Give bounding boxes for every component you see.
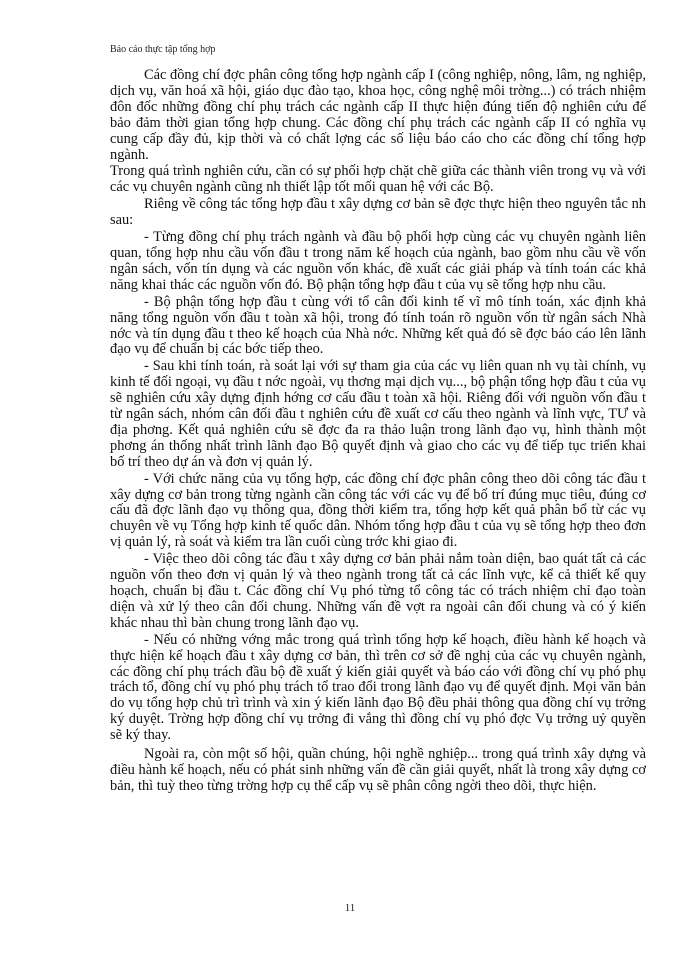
page-number: 11 bbox=[344, 902, 356, 914]
paragraph: - Việc theo dõi công tác đầu t xây dựng cơ bản phải nắm toàn diện, bao quát tất cả các nguồn vốn theo đơn vị quản lý và theo ngành trong tất cả các lĩnh vực, kể cả thiết kế quy hoạch, chuẩn bị đầu t. Các đồng chí Vụ phó từng tổ công tác có trách nhiệm chỉ đạo toàn diện và xử lý theo cân đối chung. Những vấn đề vợt ra ngoài cân đối chung và có ý kiến khác nhau thì bàn chung trong lãnh đạo vụ. bbox=[110, 551, 646, 631]
paragraph: - Với chức năng của vụ tổng hợp, các đồng chí đợc phân công theo dõi công tác đầu t xây dựng cơ bản trong từng ngành cần công tác với các vụ để bố trí đúng mục tiêu, đúng cơ cấu đã đợc lãnh đạo vụ thông qua, đồng thời kiểm tra, tổng hợp kết quả phân bổ từ các vụ chuyên về vụ Tổng hợp kinh tế quốc dân. Nhóm tổng hợp đầu t của vụ sẽ tổng hợp theo đơn vị quản lý, rà soát và kiểm tra lần cuối cùng trớc khi giao đi. bbox=[110, 470, 646, 551]
paragraph: - Sau khi tính toán, rà soát lại với sự tham gia của các vụ liên quan nh vụ tài chính, vụ kinh tế đối ngoại, vụ đầu t nớc ngoài, vụ thơng mại dịch vụ..., bộ phận tổng hợp đầu t của vụ sẽ nghiên cứu xây dựng định hớng cơ cấu đầu t toàn xã hội. Riêng đối với nguồn vốn đầu t từ ngân sách, nhóm cân đối đầu t nghiên cứu đề xuất cơ cấu theo ngành và lĩnh vực, TƯ và địa phơng. Kết quả nghiên cứu sẽ đợc đa ra thảo luận trong lãnh đạo vụ, hình thành một phơng án thống nhất trình lãnh đạo Bộ quyết định và giao cho các vụ để tiếp tục triển khai bố trí theo dự án và đơn vị quản lý. bbox=[110, 358, 646, 470]
body-text bbox=[110, 68, 646, 796]
paragraph: - Từng đồng chí phụ trách ngành và đầu bộ phối hợp cùng các vụ chuyên ngành liên quan, tổng hợp nhu cầu vốn đầu t trong năm kế hoạch của ngành, bao gồm nhu cầu về vốn ngân sách, vốn tín dụng và các nguồn vốn khác, đề xuất các giải pháp và tính toán các khả năng khai thác các nguồn vốn đó. Bộ phận tổng hợp đầu t của vụ sẽ tổng hợp nhu cầu. bbox=[110, 229, 646, 293]
paragraph: Trong quá trình nghiên cứu, cần có sự phối hợp chặt chẽ giữa các thành viên trong vụ và với các vụ chuyên ngành cũng nh thiết lập tốt mối quan hệ với các Bộ. bbox=[110, 163, 646, 196]
paragraph: - Nếu có những vớng mắc trong quá trình tổng hợp kế hoạch, điều hành kế hoạch và thực hiện kế hoạch đầu t xây dựng cơ bản, thì trên cơ sở đề nghị của các vụ chuyên ngành, các đồng chí phụ trách đầu bộ đề xuất ý kiến giải quyết và báo cáo với đồng chí vụ phó phụ trách tổ, đồng chí vụ phó phụ trách tổ trao đổi trong lãnh đạo vụ để quyết định. Mọi văn bản do vụ tổng hợp chủ trì trình và xin ý kiến lãnh đạo Bộ đều phải thông qua đồng chí vụ trởng ký duyệt. Trờng hợp đồng chí vụ trởng đi vắng thì đồng chí vụ phó đợc Vụ trởng uỷ quyền sẽ ký thay. bbox=[110, 631, 646, 744]
paragraph: Riêng về công tác tổng hợp đầu t xây dựng cơ bản sẽ đợc thực hiện theo nguyên tắc nh sau: bbox=[110, 196, 646, 229]
paragraph: - Bộ phận tổng hợp đầu t cùng với tổ cân đối kinh tế vĩ mô tính toán, xác định khả năng tổng nguồn vốn đầu t toàn xã hội, trong đó tính toán rõ nguồn vốn từ ngân sách Nhà nớc và tín dụng đầu t theo kế hoạch của Nhà nớc. Những kết quả đó sẽ đợc báo cáo lên lãnh đạo vụ để chuẩn bị các bớc tiếp theo. bbox=[110, 293, 646, 358]
paragraph: Các đồng chí đợc phân công tổng hợp ngành cấp I (công nghiệp, nông, lâm, ng nghiệp, dịch vụ, văn hoá xã hội, giáo dục đào tạo, khoa học, công nghệ môi trờng...) có trách nhiệm đôn đốc những đồng chí phụ trách các ngành cấp II thực hiện đúng tiến độ nghiên cứu để bảo đảm thời gian tổng hợp chung. Các đồng chí phụ trách các ngành cấp II có nghĩa vụ cung cấp đầy đủ, kịp thời và có chất lợng các số liệu báo cáo cho các đồng chí tổng hợp ngành. bbox=[110, 67, 646, 163]
running-header: Báo cáo thực tập tổng hợp bbox=[110, 44, 216, 55]
paragraph: Ngoài ra, còn một số hội, quần chúng, hội nghề nghiệp... trong quá trình xây dựng và điều hành kế hoạch, nếu có phát sinh những vấn đề cần giải quyết, nhất là trong xây dựng cơ bản, thì tuỳ theo từng trờng hợp cụ thể cấp vụ sẽ phân công ngời theo dõi, thực hiện. bbox=[110, 746, 646, 794]
